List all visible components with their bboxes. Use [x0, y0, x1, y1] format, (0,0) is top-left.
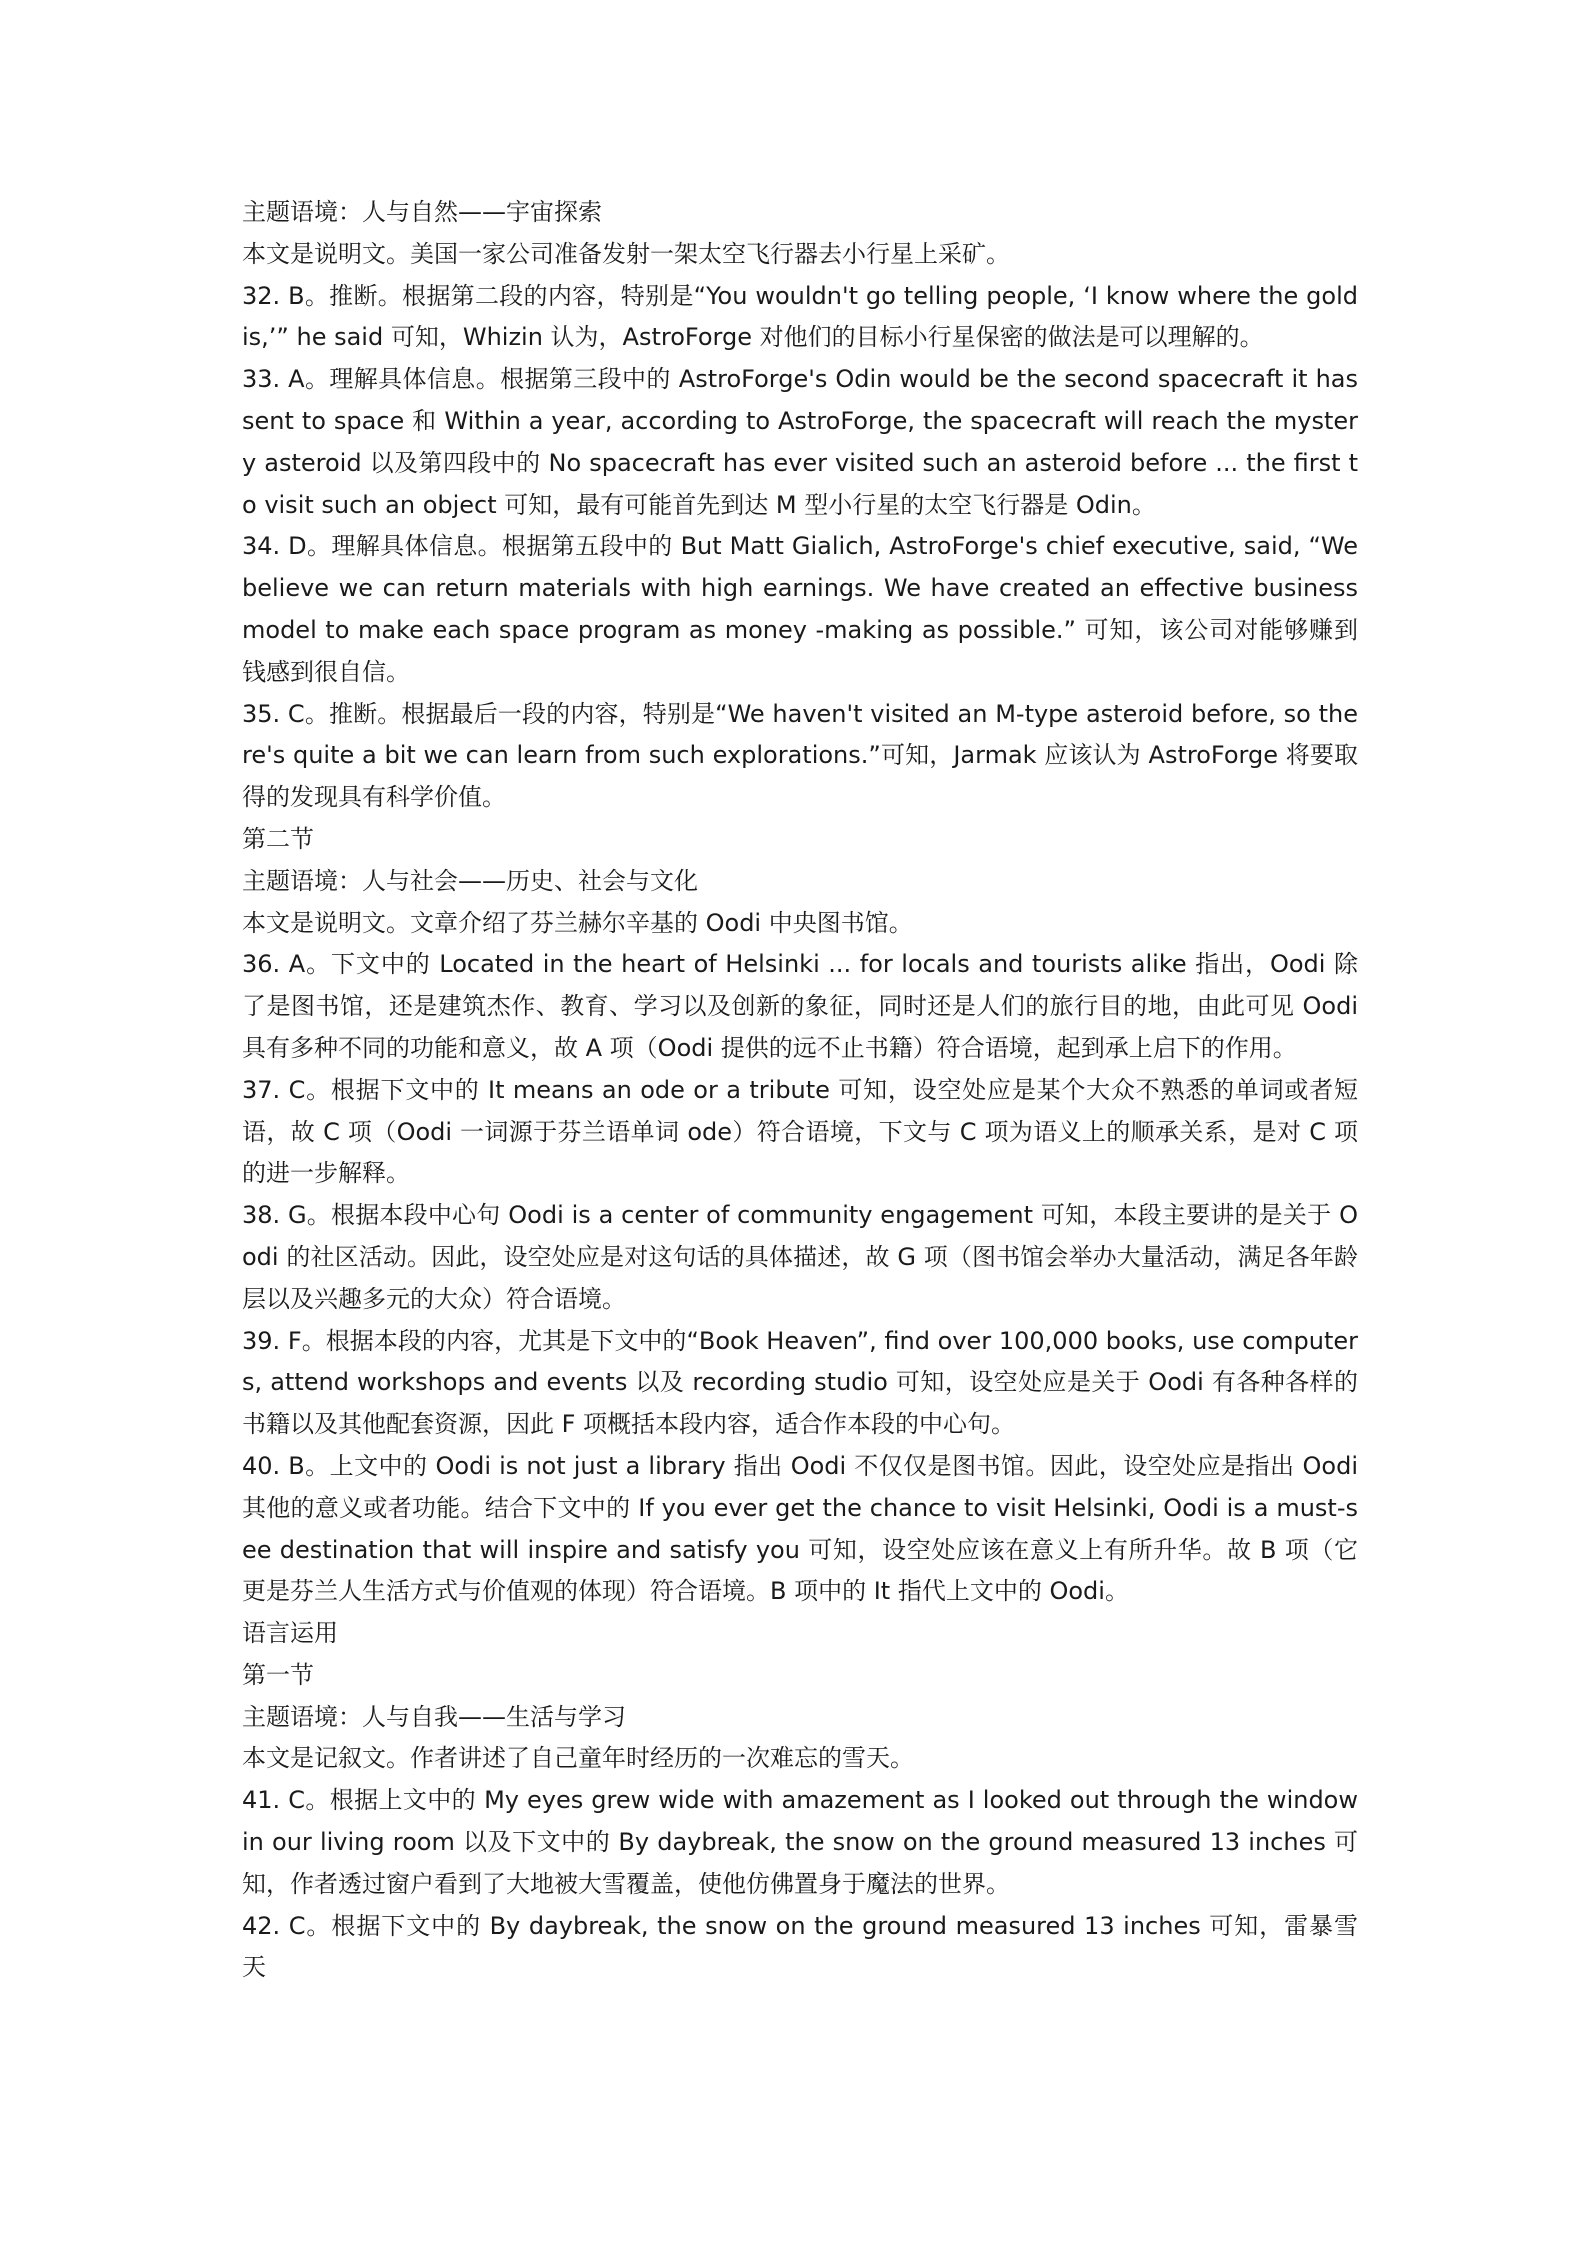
part-heading: 语言运用 [242, 1619, 338, 1648]
answer-34: 34. D。理解具体信息。根据第五段中的 But Matt Gialich, AstroForge's chief executive, said, “We believe we can return materials with high earnings. We have created an effective business model to make each space program as money -making as possible.” 可知，该公司对能够赚到钱感到很自信。 [242, 532, 1358, 686]
answer-40: 40. B。上文中的 Oodi is not just a library 指出 Oodi 不仅仅是图书馆。因此，设空处应是指出 Oodi 其他的意义或者功能。结合下文中的 If you ever get the chance to visit Helsinki, Oodi is a must-see destination that will inspire and satisfy you 可知，设空处应该在意义上有所升华。故 B 项（它更是芬兰人生活方式与价值观的体现）符合语境。B 项中的 It 指代上文中的 Oodi。 [242, 1451, 1358, 1606]
section-heading: 第二节 [242, 824, 314, 853]
passage-summary-line: 本文是说明文。美国一家公司准备发射一架太空飞行器去小行星上采矿。 [242, 239, 1010, 268]
answer-38: 38. G。根据本段中心句 Oodi is a center of community engagement 可知，本段主要讲的是关于 Oodi 的社区活动。因此，设空处应是对这句话的具体描述，故 G 项（图书馆会举办大量活动，满足各年龄层以及兴趣多元的大众）符合语境。 [242, 1201, 1358, 1313]
passage-summary-line: 本文是说明文。文章介绍了芬兰赫尔辛基的 Oodi 中央图书馆。 [242, 908, 913, 937]
answer-33: 33. A。理解具体信息。根据第三段中的 AstroForge's Odin would be the second spacecraft it has sent to space 和 Within a year, according to AstroForge, the spacecraft will reach the mystery asteroid 以及第四段中的 No spacecraft has ever visited such an asteroid before ... the first to visit such an object 可知，最有可能首先到达 M 型小行星的太空飞行器是 Odin。 [242, 365, 1358, 519]
answer-32: 32. B。推断。根据第二段的内容，特别是“You wouldn't go telling people, ‘I know where the gold is,’” he said 可知，Whizin 认为，AstroForge 对他们的目标小行星保密的做法是可以理解的。 [242, 281, 1358, 352]
topic-context-line: 主题语境：人与自我——生活与学习 [242, 1702, 626, 1731]
section-heading: 第一节 [242, 1660, 314, 1689]
answer-41: 41. C。根据上文中的 My eyes grew wide with amazement as I looked out through the window in our living room 以及下文中的 By daybreak, the snow on the ground measured 13 inches 可知，作者透过窗户看到了大地被大雪覆盖，使他仿佛置身于魔法的世界。 [242, 1786, 1358, 1898]
topic-context-line: 主题语境：人与社会——历史、社会与文化 [242, 866, 698, 895]
topic-context-line: 主题语境：人与自然——宇宙探索 [242, 198, 602, 226]
passage-summary-line: 本文是记叙文。作者讲述了自己童年时经历的一次难忘的雪天。 [242, 1744, 914, 1773]
answer-35: 35. C。推断。根据最后一段的内容，特别是“We haven't visited an M-type asteroid before, so there's quite a bit we can learn from such explorations.”可知，Jarmak 应该认为 AstroForge 将要取得的发现具有科学价值。 [242, 699, 1358, 812]
document-page [242, 192, 1358, 1989]
answer-36: 36. A。下文中的 Located in the heart of Helsinki ... for locals and tourists alike 指出，Oodi 除了是图书馆，还是建筑杰作、教育、学习以及创新的象征，同时还是人们的旅行目的地，由此可见 Oodi 具有多种不同的功能和意义，故 A 项（Oodi 提供的远不止书籍）符合语境，起到承上启下的作用。 [242, 950, 1358, 1062]
answer-39: 39. F。根据本段的内容，尤其是下文中的“Book Heaven”, find over 100,000 books, use computers, attend workshops and events 以及 recording studio 可知，设空处应是关于 Oodi 有各种各样的书籍以及其他配套资源，因此 F 项概括本段内容，适合作本段的中心句。 [242, 1326, 1358, 1439]
answer-37: 37. C。根据下文中的 It means an ode or a tribute 可知，设空处应是某个大众不熟悉的单词或者短语，故 C 项（Oodi 一词源于芬兰语单词 ode）符合语境，下文与 C 项为语义上的顺承关系，是对 C 项的进一步解释。 [242, 1075, 1358, 1188]
answer-42: 42. C。根据下文中的 By daybreak, the snow on the ground measured 13 inches 可知，雷暴雪天 [242, 1911, 1358, 1982]
